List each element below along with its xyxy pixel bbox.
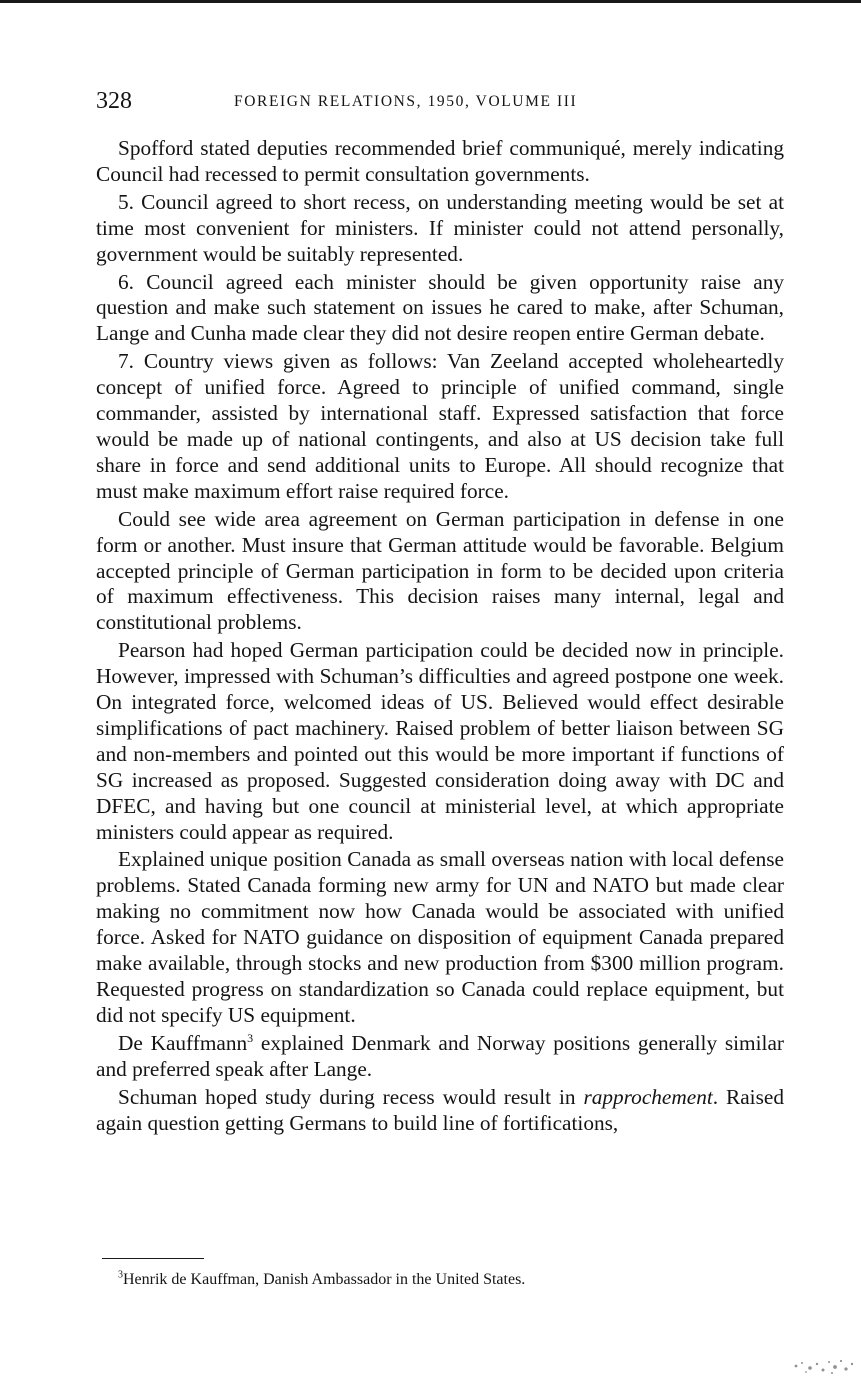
schuman-italic-term: rapprochement — [583, 1084, 713, 1109]
running-title: FOREIGN RELATIONS, 1950, VOLUME III — [234, 93, 578, 110]
scan-smudge-mark — [788, 1352, 858, 1376]
paragraph-schuman — [96, 1085, 784, 1137]
paragraph-pearson: Pearson had hoped German participation could be decided now in principle. However, impressed with Schuman’s difficulties and agreed postpone one week. On integrated force, welcomed ideas of US. Believed would effect desirable simplifications of pact machinery. Raised problem of better liaison between SG and non-members and pointed out this would be more important if functions of SG increased as proposed. Suggested consideration doing away with DC and DFEC, and having but one council at ministerial level, at which appropriate ministers could appear as required. — [96, 638, 784, 844]
paragraph-de-kauffmann — [96, 1031, 784, 1083]
kauffmann-text-after: explained Denmark and Norway positions generally similar and preferred speak after Lange. — [96, 1030, 784, 1081]
schuman-text-before: Schuman hoped study during recess would result in — [118, 1084, 584, 1109]
kauffmann-text-before: De Kauffmann — [118, 1030, 248, 1055]
footnote-divider — [102, 1258, 204, 1259]
paragraph-item-6: 6. Council agreed each minister should be given opportunity raise any question and make such statement on issues he cared to make, after Schuman, Lange and Cunha made clear they did not desire reopen entire German debate. — [96, 269, 784, 346]
paragraph-german-participation: Could see wide area agreement on German participation in defense in one form or another. Must insure that German attitude would be favorable. Belgium accepted principle of German participation in form to be decided upon criteria of maximum effectiveness. This decision raises many internal, legal and constitutional problems. — [96, 506, 784, 635]
page-number: 328 — [96, 88, 132, 114]
footnote — [118, 1270, 778, 1290]
top-edge-rule — [0, 0, 861, 3]
paragraph-item-7: 7. Country views given as follows: Van Zeeland accepted wholeheartedly concept of unified force. Agreed to principle of unified command, single commander, assisted by international staff. Expressed satisfaction that force would be made up of national contingents, and also at US decision take full share in force and send additional units to Europe. All should recognize that must make maximum effort raise required force. — [96, 349, 784, 503]
paragraph-item-5: 5. Council agreed to short recess, on understanding meeting would be set at time most convenient for ministers. If minister could not attend personally, government would be suitably represented. — [96, 189, 784, 266]
paragraph-spofford: Spofford stated deputies recommended brief communiqué, merely indicating Council had recessed to permit consultation governments. — [96, 136, 784, 186]
schuman-text-after: . Raised again question getting Germans to build line of fortifications, — [96, 1084, 784, 1135]
footnote-mark: 3 — [118, 1269, 123, 1281]
page-header — [96, 88, 786, 118]
footnote-text: Henrik de Kauffman, Danish Ambassador in the United States. — [123, 1271, 526, 1288]
paragraph-canada: Explained unique position Canada as small overseas nation with local defense problems. Stated Canada forming new army for UN and NATO but made clear making no commitment now how Canada would be associated with unified force. Asked for NATO guidance on disposition of equipment Canada prepared make available, through stocks and new production from $300 million program. Requested progress on standardization so Canada could replace equipment, but did not specify US equipment. — [96, 847, 784, 1027]
footnote-reference: 3 — [247, 1030, 254, 1045]
body-text — [96, 136, 784, 1136]
